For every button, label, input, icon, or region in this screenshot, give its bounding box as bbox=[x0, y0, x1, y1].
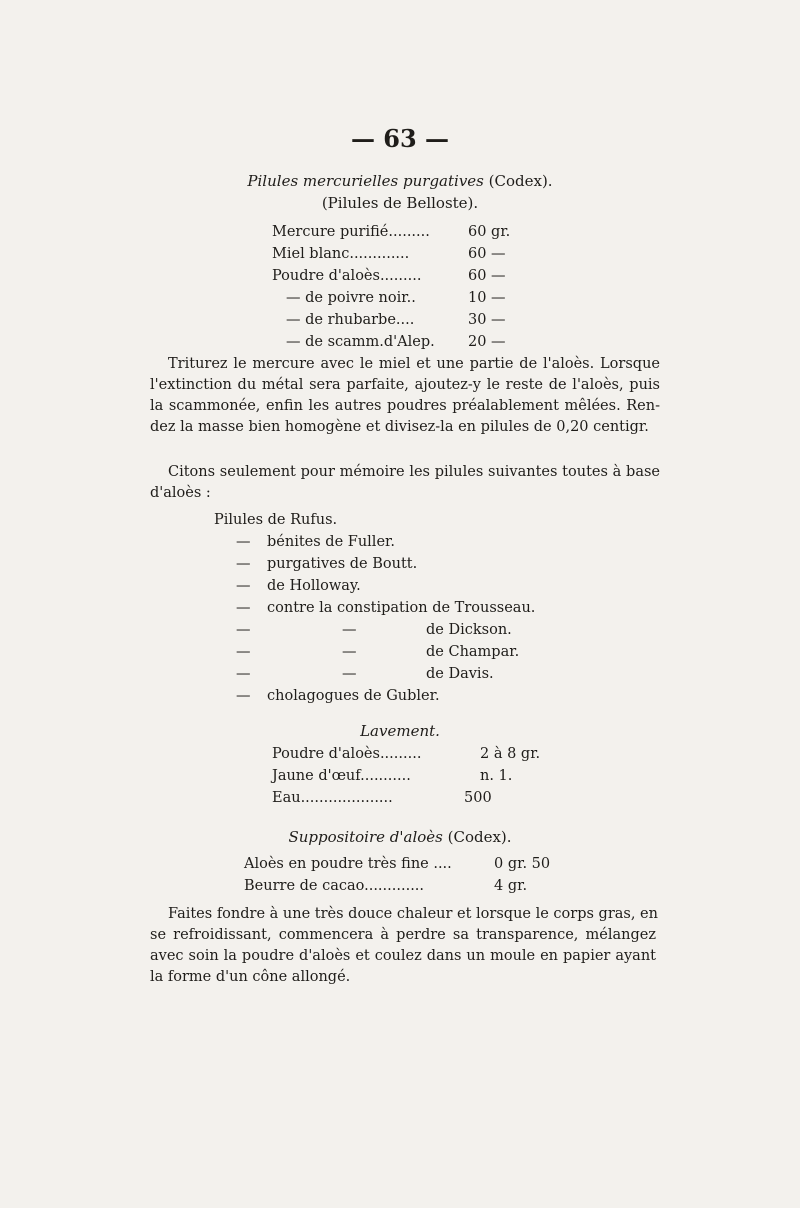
ingredient-qty: 20 — bbox=[468, 334, 506, 350]
paragraph-line: Faites fondre à une très douce chaleur et lorsque le corps gras, en bbox=[168, 906, 658, 922]
list-item: Pilules de Rufus. bbox=[214, 512, 338, 528]
ditto-dash: — bbox=[236, 600, 251, 616]
ingredient-qty: 60 — bbox=[468, 268, 506, 284]
ingredient-name: Jaune d'œuf........... bbox=[272, 768, 411, 784]
paragraph-line: dez la masse bien homogène et divisez-la en pilules de 0,20 centigr. bbox=[150, 419, 649, 435]
paragraph-line: d'aloès : bbox=[150, 485, 211, 501]
citons-paragraph bbox=[150, 462, 660, 504]
paragraph-line: Citons seulement pour mémoire les pilules suivantes toutes à base bbox=[168, 464, 660, 480]
recipe-title-suffix: (Codex). bbox=[483, 172, 553, 190]
ingredient-name: Poudre d'aloès......... bbox=[272, 746, 422, 762]
ingredient-name: — de scamm.d'Alep. bbox=[286, 334, 435, 350]
paragraph-line: l'extinction du métal sera parfaite, ajoutez-y le reste de l'aloès, puis bbox=[150, 377, 660, 393]
ingredient-name: Eau.................... bbox=[272, 790, 393, 806]
ingredient-name: Mercure purifié......... bbox=[272, 224, 430, 240]
ingredient-name: Miel blanc............. bbox=[272, 246, 410, 262]
page-number: — 63 — bbox=[350, 124, 450, 153]
ingredient-qty: 0 gr. 50 bbox=[494, 856, 551, 872]
recipe-title-lavement bbox=[0, 722, 800, 740]
ditto-dash: — bbox=[236, 622, 251, 638]
recipe-title-italic: Lavement. bbox=[360, 722, 440, 740]
ditto-dash: — bbox=[342, 644, 357, 660]
paragraph-line: se refroidissant, commencera à perdre sa transparence, mélangez bbox=[150, 927, 656, 943]
pills-list bbox=[0, 512, 800, 702]
ingredient-name: — de rhubarbe.... bbox=[286, 312, 415, 328]
ditto-dash: — bbox=[236, 688, 251, 704]
ditto-dash: — bbox=[236, 666, 251, 682]
list-item: purgatives de Boutt. bbox=[267, 556, 418, 572]
list-item: de Holloway. bbox=[267, 578, 361, 594]
ingredient-qty: 30 — bbox=[468, 312, 506, 328]
list-item: de Davis. bbox=[426, 666, 494, 682]
ingredient-qty: 10 — bbox=[468, 290, 506, 306]
list-item: contre la constipation de Trousseau. bbox=[267, 600, 536, 616]
recipe-title-suffix: (Codex). bbox=[442, 828, 512, 846]
ingredient-name: Beurre de cacao............. bbox=[244, 878, 425, 894]
ingredient-name: Poudre d'aloès......... bbox=[272, 268, 422, 284]
ingredient-qty: 60 gr. bbox=[468, 224, 511, 240]
paragraph-line: la scammonée, enfin les autres poudres préalablement mêlées. Ren- bbox=[150, 398, 660, 414]
ditto-dash: — bbox=[236, 534, 251, 550]
recipe-title-italic: Suppositoire d'aloès bbox=[288, 828, 443, 846]
list-item: de Champar. bbox=[426, 644, 520, 660]
ditto-dash: — bbox=[342, 666, 357, 682]
list-item: bénites de Fuller. bbox=[267, 534, 395, 550]
paragraph-line: Triturez le mercure avec le miel et une partie de l'aloès. Lorsque bbox=[168, 356, 660, 372]
ingredient-qty: 60 — bbox=[468, 246, 506, 262]
list-item: cholagogues de Gubler. bbox=[267, 688, 440, 704]
ditto-dash: — bbox=[236, 578, 251, 594]
ingredient-name: Aloès en poudre très fine .... bbox=[244, 856, 452, 872]
ditto-dash: — bbox=[342, 622, 357, 638]
ingredient-qty: 500 bbox=[464, 790, 492, 806]
list-item: de Dickson. bbox=[426, 622, 512, 638]
recipe-title-suppositoire bbox=[0, 828, 800, 846]
ditto-dash: — bbox=[236, 556, 251, 572]
ingredient-qty: n. 1. bbox=[480, 768, 513, 784]
ingredient-qty: 2 à 8 gr. bbox=[480, 746, 541, 762]
instructions-paragraph bbox=[150, 354, 660, 438]
paragraph-line: la forme d'un cône allongé. bbox=[150, 969, 351, 985]
ditto-dash: — bbox=[236, 644, 251, 660]
paragraph-line: avec soin la poudre d'aloès et coulez dans un moule en papier ayant bbox=[150, 948, 656, 964]
instructions-paragraph bbox=[150, 904, 656, 988]
recipe-subtitle: (Pilules de Belloste). bbox=[321, 194, 479, 212]
ingredient-name: — de poivre noir.. bbox=[286, 290, 416, 306]
ingredient-qty: 4 gr. bbox=[494, 878, 528, 894]
recipe-title-pilules bbox=[0, 172, 800, 190]
recipe-title-italic: Pilules mercurielles purgatives bbox=[247, 172, 484, 190]
